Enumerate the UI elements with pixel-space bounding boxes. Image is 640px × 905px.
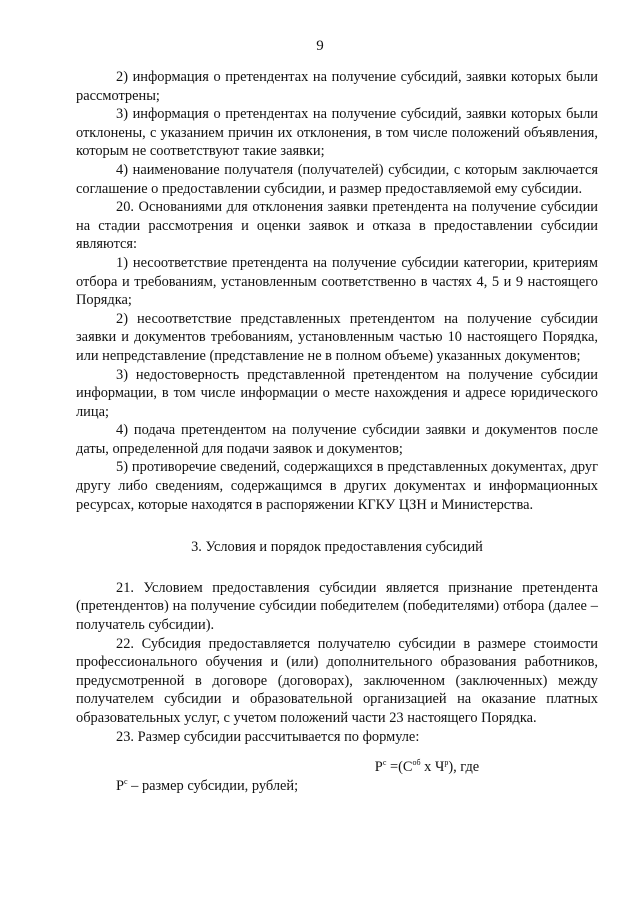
formula-symbol: Р (374, 759, 383, 776)
paragraph: 4) подача претендентом на получение субсидии заявки и документов после даты, определенной для подачи заявок и документов; (76, 422, 598, 457)
paragraph: 2) информация о претендентах на получение субсидий, заявки которых были рассмотрены; (76, 69, 598, 104)
paragraph: 23. Размер субсидии рассчитывается по формуле: (116, 728, 420, 745)
paragraph: 3) информация о претендентах на получение субсидий, заявки которых были отклонены, с указанием причин их отклонения, в том числе положений объявления, которым не соответствуют такие заявки; (76, 106, 598, 160)
paragraph: 20. Основаниями для отклонения заявки претендента на получение субсидии на стадии рассмотрения и оценки заявок и отказа в предоставлении субсидии являются: (76, 199, 598, 253)
definition-symbol: Р (116, 777, 125, 794)
formula-part: =(С (386, 759, 413, 776)
formula-superscript: с (382, 758, 387, 768)
formula-superscript: об (412, 758, 421, 768)
formula-definition (76, 777, 598, 796)
paragraph: 2) несоответствие представленных претендентом на получение субсидии заявки и документов требованиям, установленным частью 10 настоящего Порядка, или непредставление (представление не в полном объеме) указанных документов; (76, 310, 598, 364)
formula-part: х Ч (420, 759, 445, 776)
paragraph: 3) недостоверность представленной претендентом на получение субсидии информации, в том числе информации о месте нахождения и адресе юридического лица; (76, 366, 598, 420)
paragraph: 21. Условием предоставления субсидии является признание претендента (претендентов) на получение субсидии победителем (победителями) отбора (далее – получатель субсидии). (76, 579, 598, 634)
paragraph: 22. Субсидия предоставляется получателю субсидии в размере стоимости профессионального обучения и (или) дополнительного образования работников, предусмотренной в договоре (договорах), заключенном (заключенных) между получателем субсидии и образовательной организацией на оказание платных образовательных услуг, с учетом положений части 23 настоящего Порядка. (76, 635, 598, 726)
formula-superscript: р (444, 758, 449, 768)
definition-superscript: с (124, 776, 128, 786)
definition-text: – размер субсидии, рублей; (127, 777, 299, 794)
paragraph: 1) несоответствие претендента на получение субсидии категории, критериям отбора и требованиям, установленным соответственно в частях 4, 5 и 9 настоящего Порядка; (76, 254, 598, 309)
formula-part: ), где (448, 759, 480, 776)
paragraph: 5) противоречие сведений, содержащихся в представленных документах, друг другу либо сведениям, содержащимся в других документах и информационных ресурсах, которые находятся в распоряжении КГКУ ЦЗН и Министерства. (76, 459, 598, 513)
subsidy-formula (76, 758, 598, 777)
section-heading: 3. Условия и порядок предоставления субсидий (191, 539, 483, 556)
paragraph: 4) наименование получателя (получателей) субсидии, с которым заключается соглашение о предоставлении субсидии, и размер предоставляемой ему субсидии. (76, 161, 598, 197)
page-number: 9 (316, 38, 324, 54)
document-body (76, 68, 598, 795)
